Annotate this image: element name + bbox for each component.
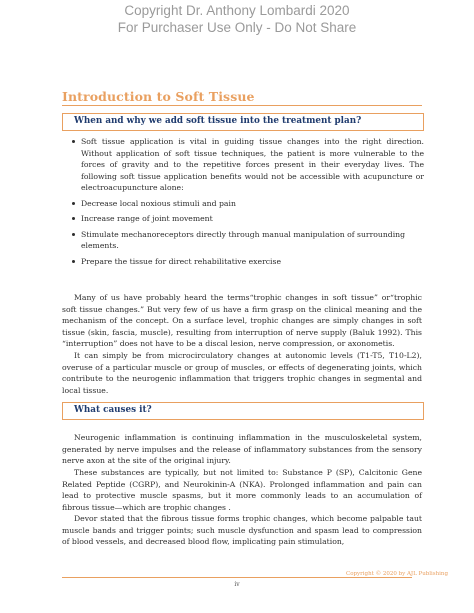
page-number: iv [234, 581, 240, 588]
paragraph-neurogenic-inflammation: Neurogenic inflammation is continuing inflammation in the musculoskeletal system, generated by nerve impulses and the release of inflammatory substances from the sensory nerve axon at the site of the original injury. [62, 433, 422, 465]
page-title: Introduction to Soft Tissue [62, 89, 255, 104]
section-heading-causes: What causes it? [74, 405, 152, 415]
paragraph-trophic-changes: Many of us have probably heard the terms“trophic changes in soft tissue” or“trophic soft tissue changes.” But very few of us have a firm grasp on the clinical meaning and the mechanism of the concept. On a surface level, trophic changes are simply changes in soft tissue (skin, fascia, muscle), resulting from interruption of nerve supply (Baluk 1992). This “interruption” does not have to be a discal lesion, nerve compression, or axonometis. [62, 293, 422, 348]
title-divider [62, 105, 422, 106]
bullet-icon [72, 202, 75, 205]
footer-copyright: Copyright © 2020 by AJL Publishing [346, 571, 448, 577]
list-item: Decrease local noxious stimuli and pain [72, 198, 424, 210]
bullet-icon [72, 260, 75, 263]
list-item: Stimulate mechanoreceptors directly through manual manipulation of surrounding elements. [72, 229, 424, 252]
paragraph-microcirculatory: It can simply be from microcirculatory changes at autonomic levels (T1-T5, T10-L2), overuse of a particular muscle or group of muscles, or effects of degenerating joints, which contribute to the neurogenic inflammation that triggers trophic changes in segmental and local tissue. [62, 351, 422, 395]
benefits-list [72, 136, 424, 271]
paragraph-substances: These substances are typically, but not limited to: Substance P (SP), Calcitonic Gene Related Peptide (CGRP), and Neurokinin-A (NKA). Prolonged inflammation and pain can lead to protective muscle spasms, but it more commonly leads to an accumulation of fibrous tissue—which are trophic changes . [62, 468, 422, 512]
paragraph-devor: Devor stated that the fibrous tissue forms trophic changes, which become palpable taut muscle bands and trigger points; such muscle dysfunction and spasm lead to compression of blood vessels, and decreased blood flow, implicating pain stimulation, [62, 514, 422, 546]
footer-divider [62, 577, 412, 578]
bullet-icon [72, 217, 75, 220]
list-item: Increase range of joint movement [72, 213, 424, 225]
section-heading-when-why: When and why we add soft tissue into the treatment plan? [74, 116, 362, 126]
bullet-icon [72, 233, 75, 236]
list-item: Prepare the tissue for direct rehabilitative exercise [72, 256, 424, 268]
watermark-line-2: For Purchaser Use Only - Do Not Share [117, 20, 357, 35]
copyright-watermark [0, 2, 474, 36]
list-item: Soft tissue application is vital in guiding tissue changes into the right direction. Without application of soft tissue techniques, the patient is more vulnerable to the forces of gravity and to the repetitive forces present in their everyday lives. The following soft tissue application benefits would not be accessible with acupuncture or electroacupuncture alone: [72, 136, 424, 194]
watermark-line-1: Copyright Dr. Anthony Lombardi 2020 [124, 3, 350, 18]
bullet-icon [72, 140, 75, 143]
